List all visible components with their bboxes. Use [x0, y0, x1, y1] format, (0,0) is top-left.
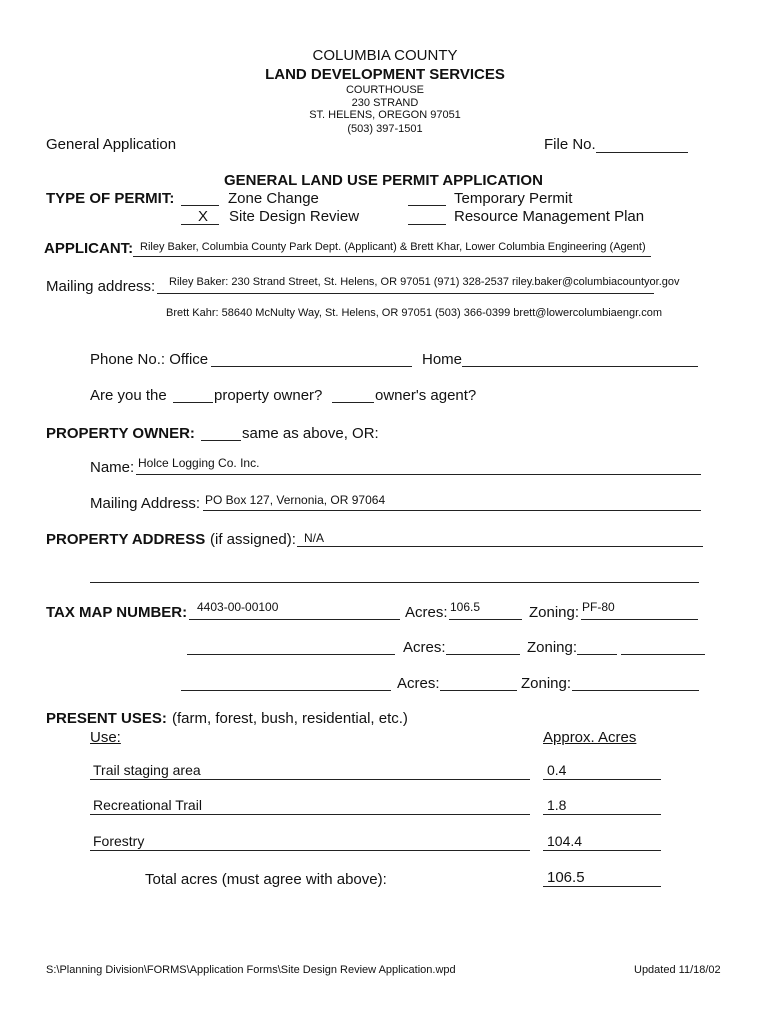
zoning-field-1[interactable]	[581, 619, 698, 620]
use-acres-field-3[interactable]	[543, 850, 661, 851]
applicant-field[interactable]	[133, 256, 651, 257]
applicant-label: APPLICANT:	[44, 240, 134, 257]
property-address-field[interactable]	[297, 546, 703, 547]
acres-label-2: Acres:	[403, 639, 446, 656]
address-line-2: 230 STRAND	[351, 97, 419, 109]
total-acres-value: 106.5	[547, 869, 585, 886]
tax-map-field-3[interactable]	[181, 690, 391, 691]
tax-map-field-1[interactable]	[189, 619, 400, 620]
office-phone: (503) 397-1501	[347, 123, 423, 135]
zone-change-checkbox[interactable]	[181, 205, 219, 206]
use-field-1[interactable]	[90, 779, 530, 780]
present-uses-label: PRESENT USES:	[46, 710, 167, 727]
temporary-permit-label: Temporary Permit	[454, 190, 573, 207]
temporary-permit-checkbox[interactable]	[408, 205, 446, 206]
use-acres-field-1[interactable]	[543, 779, 661, 780]
zoning-value: PF-80	[582, 600, 615, 614]
mailing-address-value-2: Brett Kahr: 58640 McNulty Way, St. Helens, OR 97051 (503) 366-0399 brett@lowercolumbiaengr.com	[166, 307, 663, 319]
owner-name-field[interactable]	[136, 474, 701, 475]
property-owner-label: PROPERTY OWNER:	[46, 425, 195, 442]
same-as-above-checkbox[interactable]	[201, 440, 241, 441]
same-as-above-label: same as above, OR:	[242, 425, 379, 442]
footer-file-path: S:\Planning Division\FORMS\Application Forms\Site Design Review Application.wpd	[46, 964, 456, 976]
site-design-checkbox[interactable]	[181, 224, 219, 225]
owner-mailing-value: PO Box 127, Vernonia, OR 97064	[205, 493, 386, 507]
county-name: COLUMBIA COUNTY	[312, 47, 458, 64]
acres-label-1: Acres:	[405, 604, 448, 621]
property-address-label: PROPERTY ADDRESS	[46, 531, 206, 548]
use-field-2[interactable]	[90, 814, 530, 815]
footer-updated-date: Updated 11/18/02	[634, 964, 721, 976]
applicant-value: Riley Baker, Columbia County Park Dept. (Applicant) & Brett Khar, Lower Columbia Engineering (Agent)	[140, 241, 646, 253]
tax-map-label: TAX MAP NUMBER:	[46, 604, 188, 621]
address-line-3: ST. HELENS, OREGON 97051	[309, 109, 461, 121]
mailing-address-value-1: Riley Baker: 230 Strand Street, St. Helens, OR 97051 (971) 328-2537 riley.baker@columbiacountyor.gov	[169, 276, 680, 288]
property-owner-option: property owner?	[214, 387, 323, 404]
phone-home-label: Home	[422, 351, 463, 368]
use-acres-value-1: 0.4	[547, 762, 567, 778]
site-design-label: Site Design Review	[229, 208, 360, 225]
acres-field-1[interactable]	[449, 619, 522, 620]
zoning-field-2b[interactable]	[621, 654, 705, 655]
owner-mailing-field[interactable]	[203, 510, 701, 511]
general-application-label: General Application	[46, 136, 177, 153]
property-address-field-2[interactable]	[90, 582, 699, 583]
zoning-label-1: Zoning:	[529, 604, 580, 621]
acres-field-3[interactable]	[440, 690, 517, 691]
use-acres-value-3: 104.4	[547, 833, 583, 849]
file-no-label: File No.	[544, 136, 596, 153]
zone-change-label: Zone Change	[228, 190, 319, 207]
site-design-mark: X	[198, 208, 209, 225]
use-value-1: Trail staging area	[93, 762, 201, 778]
mailing-address-field[interactable]	[157, 293, 654, 294]
property-address-note: (if assigned):	[210, 531, 296, 548]
resource-plan-label: Resource Management Plan	[454, 208, 645, 225]
owner-name-value: Holce Logging Co. Inc.	[138, 456, 260, 470]
use-value-2: Recreational Trail	[93, 797, 202, 813]
zoning-label-2: Zoning:	[527, 639, 578, 656]
acres-field-2[interactable]	[446, 654, 520, 655]
present-uses-note: (farm, forest, bush, residential, etc.)	[172, 710, 408, 727]
owners-agent-checkbox[interactable]	[332, 402, 374, 403]
use-value-3: Forestry	[93, 833, 145, 849]
zoning-field-2a[interactable]	[577, 654, 617, 655]
address-line-1: COURTHOUSE	[345, 84, 425, 96]
use-column-header: Use:	[90, 729, 121, 746]
type-of-permit-label: TYPE OF PERMIT:	[46, 190, 175, 207]
owner-question-prefix: Are you the	[90, 387, 167, 404]
department-name: LAND DEVELOPMENT SERVICES	[265, 66, 505, 83]
tax-map-field-2[interactable]	[187, 654, 395, 655]
file-no-field[interactable]	[596, 152, 688, 153]
zoning-field-3[interactable]	[572, 690, 699, 691]
tax-map-value: 4403-00-00100	[197, 600, 279, 614]
use-acres-field-2[interactable]	[543, 814, 661, 815]
owners-agent-option: owner's agent?	[375, 387, 477, 404]
zoning-label-3: Zoning:	[521, 675, 572, 692]
resource-plan-checkbox[interactable]	[408, 224, 446, 225]
owner-name-label: Name:	[90, 459, 135, 476]
phone-office-label: Phone No.: Office	[90, 351, 209, 368]
form-title: GENERAL LAND USE PERMIT APPLICATION	[224, 172, 543, 189]
phone-home-field[interactable]	[462, 366, 698, 367]
owner-mailing-label: Mailing Address:	[90, 495, 201, 512]
approx-acres-column-header: Approx. Acres	[543, 729, 637, 746]
mailing-address-label: Mailing address:	[46, 278, 156, 295]
property-address-value: N/A	[304, 531, 325, 545]
property-owner-checkbox[interactable]	[173, 402, 213, 403]
total-acres-label: Total acres (must agree with above):	[145, 871, 387, 888]
use-acres-value-2: 1.8	[547, 797, 567, 813]
use-field-3[interactable]	[90, 850, 530, 851]
phone-office-field[interactable]	[211, 366, 412, 367]
acres-label-3: Acres:	[397, 675, 440, 692]
total-acres-field[interactable]	[543, 886, 661, 887]
acres-value: 106.5	[450, 600, 481, 614]
